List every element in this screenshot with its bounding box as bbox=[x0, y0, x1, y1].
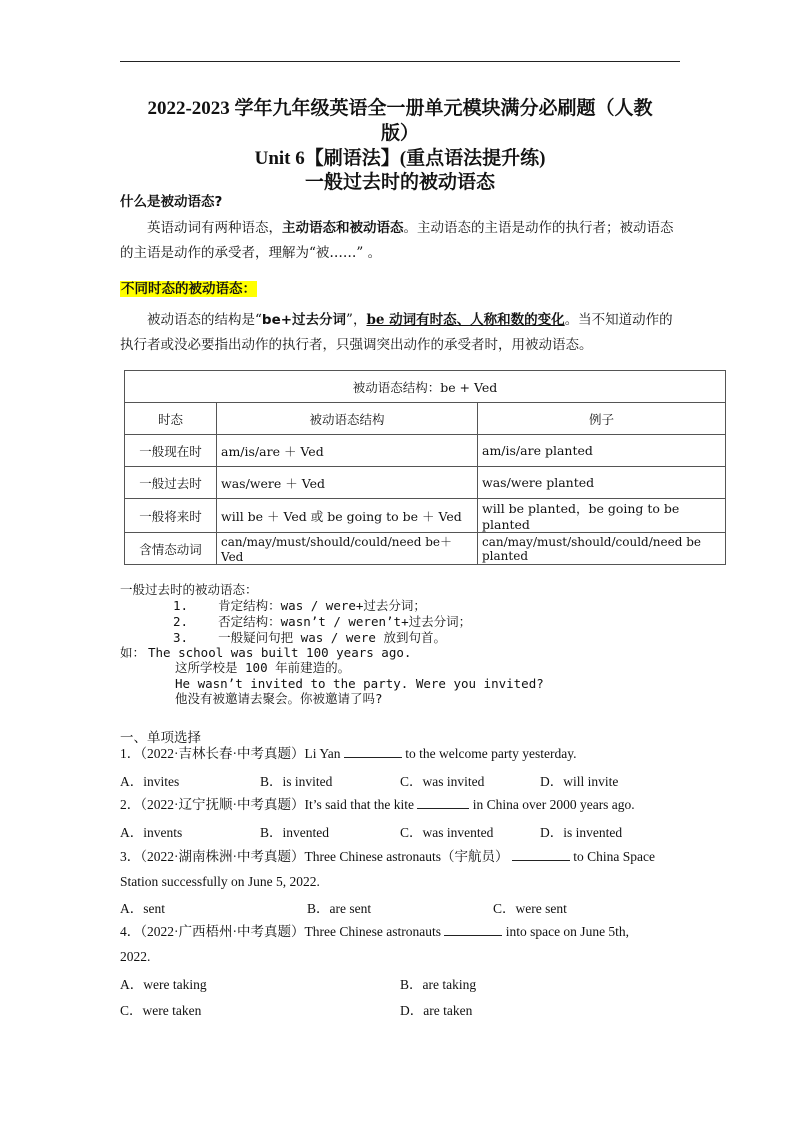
option-a: A．were taking bbox=[120, 977, 207, 992]
option-d: D．are taken bbox=[400, 1003, 473, 1018]
doc-topic: 一般过去时的被动语态 bbox=[304, 172, 495, 193]
option-a: A．invites bbox=[120, 774, 180, 789]
table-caption-row bbox=[125, 371, 726, 403]
example-label: 如： bbox=[120, 645, 146, 660]
answer-blank bbox=[344, 744, 402, 758]
option-a: A．sent bbox=[120, 901, 165, 916]
table-cell: 一般过去时 bbox=[125, 467, 217, 499]
option-d: D．will invite bbox=[540, 774, 619, 789]
answer-blank bbox=[444, 922, 502, 936]
rule-item: 2. 否定结构：wasn’t / weren’t+过去分词； bbox=[173, 614, 472, 629]
option-d: D．is invented bbox=[540, 825, 623, 840]
option-b: B．is invited bbox=[260, 774, 333, 789]
table-cell: am/is/are planted bbox=[478, 435, 726, 467]
table-cell: am/is/are ＋ Ved bbox=[217, 435, 478, 467]
question-4-continued: 2022. bbox=[120, 949, 151, 964]
option-c: C．was invented bbox=[400, 825, 494, 840]
question-2: 2．（2022·辽宁抚顺·中考真题）It’s said that the kite in China over 2000 years ago. bbox=[120, 797, 635, 812]
option-a: A．invents bbox=[120, 825, 183, 840]
table-cell: was/were ＋ Ved bbox=[217, 467, 478, 499]
column-header: 例子 bbox=[478, 403, 726, 435]
option-b: B．are taking bbox=[400, 977, 477, 992]
example-line: He wasn’t invited to the party. Were you invited? bbox=[175, 676, 544, 691]
column-header: 被动语态结构 bbox=[217, 403, 478, 435]
question-3-continued: Station successfully on June 5, 2022. bbox=[120, 874, 320, 889]
rule-item: 3. 一般疑问句把 was / were 放到句首。 bbox=[173, 630, 446, 645]
table-row bbox=[125, 533, 726, 565]
doc-subtitle: Unit 6【刷语法】(重点语法提升练) bbox=[254, 148, 546, 169]
passive-voice-table bbox=[124, 370, 726, 565]
option-b: B．invented bbox=[260, 825, 329, 840]
question-4: 4．（2022·广西梧州·中考真题）Three Chinese astronauts into space on June 5th, bbox=[120, 924, 630, 939]
table-cell: can/may/must/should/could/need be planted bbox=[478, 533, 726, 565]
example-line: The school was built 100 years ago. bbox=[148, 645, 412, 660]
table-cell: 一般现在时 bbox=[125, 435, 217, 467]
tenses-heading: 不同时态的被动语态： bbox=[121, 281, 256, 297]
table-cell: 含情态动词 bbox=[125, 533, 217, 565]
column-header: 时态 bbox=[125, 403, 217, 435]
example-line: 这所学校是 100 年前建造的。 bbox=[175, 660, 351, 675]
intro-heading: 什么是被动语态? bbox=[120, 194, 223, 210]
table-caption: 被动语态结构：be + Ved bbox=[125, 371, 726, 403]
tenses-paragraph: 被动语态的结构是“be+过去分词”，be 动词有时态、人称和数的变化。当不知道动作的执行者或没必要指出动作的执行者，只强调突出动作的承受者时，用被动语态。 bbox=[120, 312, 673, 353]
header-rule bbox=[120, 61, 680, 62]
option-c: C．were sent bbox=[493, 901, 567, 916]
table-row bbox=[125, 467, 726, 499]
question-3: 3．（2022·湖南株洲·中考真题）Three Chinese astronauts（宇航员） to China Space bbox=[120, 849, 655, 864]
example-line: 他没有被邀请去聚会。你被邀请了吗? bbox=[175, 691, 383, 706]
section-heading: 一、单项选择 bbox=[120, 730, 201, 746]
table-cell: can/may/must/should/could/need be＋Ved bbox=[217, 533, 478, 565]
table-header-row bbox=[125, 403, 726, 435]
answer-blank bbox=[512, 847, 570, 861]
table-cell: will be ＋ Ved 或 be going to be ＋ Ved bbox=[217, 499, 478, 533]
table-cell: will be planted，be going to be planted bbox=[478, 499, 726, 533]
answer-blank bbox=[417, 795, 469, 809]
table-cell: was/were planted bbox=[478, 467, 726, 499]
rule-item: 1. 肯定结构：was / were+过去分词； bbox=[173, 598, 426, 613]
table-row bbox=[125, 499, 726, 533]
option-c: C．were taken bbox=[120, 1003, 202, 1018]
doc-title-line-1: 2022-2023 学年九年级英语全一册单元模块满分必刷题（人教 bbox=[147, 98, 653, 119]
intro-paragraph: 英语动词有两种语态，主动语态和被动语态。主动语态的主语是动作的执行者；被动语态的主语是动作的承受者，理解为“被……” 。 bbox=[120, 220, 674, 261]
past-passive-heading: 一般过去时的被动语态： bbox=[120, 582, 258, 597]
table-cell: 一般将来时 bbox=[125, 499, 217, 533]
question-1: 1．（2022·吉林长春·中考真题）Li Yan to the welcome party yesterday. bbox=[120, 746, 577, 761]
option-b: B．are sent bbox=[307, 901, 372, 916]
option-c: C．was invited bbox=[400, 774, 485, 789]
table-row bbox=[125, 435, 726, 467]
doc-title-line-2: 版） bbox=[380, 123, 419, 144]
